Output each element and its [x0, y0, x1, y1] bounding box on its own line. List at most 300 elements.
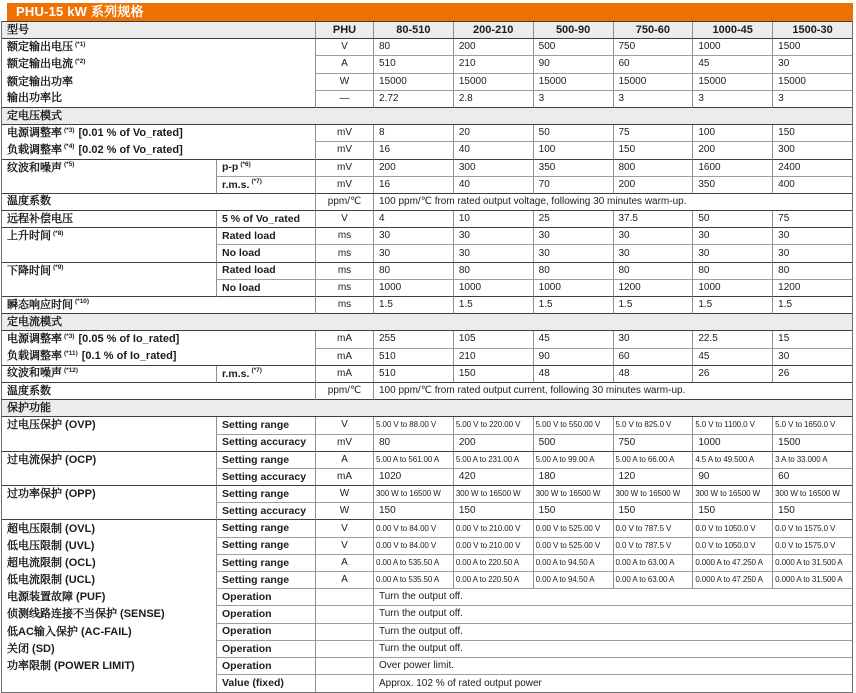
value-cell: 200: [453, 435, 533, 452]
value-cell: 180: [533, 469, 613, 486]
value-cell: 150: [373, 503, 453, 520]
param-cell: [2, 624, 216, 641]
param-cell: [2, 503, 216, 520]
value-cell: 750: [613, 39, 693, 56]
spec-row: [2, 641, 852, 658]
value-cell: 300 W to 16500 W: [533, 486, 613, 503]
value-cell: 0.0 V to 1050.0 V: [692, 520, 772, 537]
value-cell: 1000: [692, 280, 772, 297]
subparam-cell: [216, 452, 315, 469]
spec-row: [2, 74, 852, 91]
param-cell: 上升时间 $^{(*8)}$: [7, 229, 64, 243]
param-cell: [2, 486, 216, 503]
unit-cell: mV: [315, 125, 373, 142]
value-cell: 1.5: [772, 297, 852, 314]
value-cell: 15000: [613, 74, 693, 91]
value-cell: 20: [453, 125, 533, 142]
value-cell: 1.5: [453, 297, 533, 314]
subparam-label: Operation: [222, 642, 272, 655]
spec-row: [2, 555, 852, 572]
subparam-cell: [216, 486, 315, 503]
value-cell: 150: [613, 142, 693, 159]
value-cell: 1500: [772, 39, 852, 56]
unit-cell: ms: [315, 245, 373, 262]
value-cell: 0.00 V to 210.00 V: [453, 538, 533, 555]
value-cell: 400: [772, 177, 852, 194]
value-span-cell: Turn the output off.: [373, 624, 852, 641]
spec-row: [2, 383, 852, 400]
param-label: 纹波和噪声: [7, 161, 62, 174]
section-header: 保护功能: [2, 400, 852, 417]
subparam-label: Setting accuracy: [222, 505, 307, 518]
param-cell: 下降时间 $^{(*9)}$: [7, 264, 64, 277]
value-cell: 350: [692, 177, 772, 194]
subparam-cell: [216, 658, 315, 675]
value-cell: 30: [692, 228, 772, 245]
value-cell: 90: [533, 56, 613, 73]
value-cell: 150: [453, 366, 533, 383]
value-cell: 300: [772, 142, 852, 159]
spec-row: [2, 280, 852, 297]
value-cell: 60: [613, 56, 693, 73]
param-cell: 纹波和噪声 $^{(*12)}$: [2, 366, 216, 383]
subparam-cell: r.m.s. $^{(*7)}$: [216, 177, 315, 194]
page-title: PHU-15 kW 系列规格: [16, 4, 144, 19]
value-cell: 30: [692, 245, 772, 262]
column-header-1500-30: 1500-30: [772, 22, 852, 39]
value-cell: 15000: [373, 74, 453, 91]
value-cell: 5.00 A to 561.00 A: [373, 452, 453, 469]
value-cell: 210: [453, 56, 533, 73]
subparam-label: 5 % of Vo_rated: [222, 212, 300, 225]
unit-cell: A: [315, 56, 373, 73]
unit-cell: [315, 624, 373, 641]
value-cell: 0.00 A to 94.50 A: [533, 572, 613, 589]
value-cell: 30: [772, 228, 852, 245]
subparam-cell: [216, 263, 315, 280]
value-cell: 0.00 V to 84.00 V: [373, 538, 453, 555]
value-span-cell: Approx. 102 % of rated output power: [373, 675, 852, 692]
spec-row: [2, 297, 852, 314]
value-cell: 5.00 V to 220.00 V: [453, 417, 533, 434]
value-cell: 120: [613, 469, 693, 486]
value-cell: 300 W to 16500 W: [772, 486, 852, 503]
value-cell: 60: [613, 349, 693, 366]
value-span-cell: 100 ppm/℃ from rated output voltage, following 30 minutes warm-up.: [373, 194, 852, 211]
value-cell: 150: [772, 125, 852, 142]
value-cell: 30: [533, 245, 613, 262]
column-header-model: 型号: [2, 22, 315, 39]
value-cell: 4: [373, 211, 453, 228]
subparam-label: Setting range: [222, 573, 290, 586]
param-label: 温度系数: [7, 195, 51, 208]
value-cell: 800: [613, 160, 693, 177]
unit-cell: A: [315, 555, 373, 572]
value-cell: 0.0 V to 1575.0 V: [772, 538, 852, 555]
unit-cell: V: [315, 417, 373, 434]
spec-row: [2, 486, 852, 503]
spec-row: [2, 160, 852, 177]
spec-row: [2, 263, 852, 280]
subparam-label: Operation: [222, 608, 272, 621]
param-cell: [2, 177, 216, 194]
unit-cell: [315, 675, 373, 692]
value-cell: 200: [613, 177, 693, 194]
value-cell: 16: [373, 177, 453, 194]
value-cell: 30: [613, 228, 693, 245]
value-cell: 45: [692, 349, 772, 366]
value-cell: 0.00 A to 63.00 A: [613, 572, 693, 589]
spec-row: [2, 675, 852, 692]
param-cell: [2, 658, 216, 675]
value-cell: 30: [533, 228, 613, 245]
param-label: 低电压限制 (UVL): [7, 539, 95, 552]
param-label: 过电压保护 (OVP): [7, 419, 96, 432]
param-cell: [2, 435, 216, 452]
value-cell: 0.000 A to 47.250 A: [692, 555, 772, 572]
value-cell: 3: [613, 91, 693, 108]
param-label: 额定输出电流: [7, 58, 73, 71]
unit-cell: W: [315, 486, 373, 503]
subparam-cell: [216, 555, 315, 572]
subparam-label: Setting range: [222, 487, 290, 500]
value-cell: 300 W to 16500 W: [373, 486, 453, 503]
value-cell: 22.5: [692, 331, 772, 348]
param-cell: [2, 452, 216, 469]
value-cell: 48: [533, 366, 613, 383]
value-cell: 30: [772, 245, 852, 262]
param-cell: 额定输出电压 $^{(*1)}$: [7, 40, 86, 54]
param-label: 超电流限制 (OCL): [7, 556, 96, 569]
value-span-cell: Turn the output off.: [373, 589, 852, 606]
value-cell: 5.00 A to 231.00 A: [453, 452, 533, 469]
param-label: 过功率保护 (OPP): [7, 488, 96, 501]
subparam-cell: [216, 520, 315, 537]
value-cell: 15000: [533, 74, 613, 91]
value-cell: 510: [373, 366, 453, 383]
param-cell: [2, 520, 216, 537]
value-cell: 1.5: [692, 297, 772, 314]
param-cell: [2, 675, 216, 692]
subparam-label: Operation: [222, 591, 272, 604]
spec-row: [2, 331, 852, 348]
column-header-80-510: 80-510: [373, 22, 453, 39]
param-label: 超电压限制 (OVL): [7, 522, 95, 535]
unit-cell: mV: [315, 177, 373, 194]
spec-row: [2, 435, 852, 452]
param-cell: [2, 194, 315, 211]
subparam-cell: [216, 280, 315, 297]
subparam-cell: [216, 417, 315, 434]
subparam-label: No load: [222, 247, 261, 260]
unit-cell: —: [315, 91, 373, 108]
param-note: [0.1 % of Io_rated]: [81, 350, 177, 363]
value-cell: 80: [453, 263, 533, 280]
value-cell: 5.00 V to 88.00 V: [373, 417, 453, 434]
value-cell: 25: [533, 211, 613, 228]
spec-row: [2, 452, 852, 469]
spec-row: [2, 469, 852, 486]
subparam-label: No load: [222, 281, 261, 294]
value-cell: 30: [453, 228, 533, 245]
param-label: 侦测线路连接不当保护 (SENSE): [7, 608, 165, 621]
unit-cell: [315, 589, 373, 606]
unit-cell: mV: [315, 160, 373, 177]
param-label: 过电流保护 (OCP): [7, 453, 97, 466]
unit-cell: [315, 641, 373, 658]
subparam-cell: [216, 435, 315, 452]
value-cell: 26: [692, 366, 772, 383]
subparam-cell: [216, 469, 315, 486]
unit-cell: V: [315, 39, 373, 56]
unit-cell: mA: [315, 349, 373, 366]
value-cell: 1.5: [373, 297, 453, 314]
value-cell: 16: [373, 142, 453, 159]
param-label: 远程补偿电压: [7, 212, 73, 225]
subparam-cell: [216, 245, 315, 262]
param-cell: 电源调整率 $^{(*3)}$ [0.01 % of Vo_rated]: [7, 126, 183, 140]
value-cell: 45: [692, 56, 772, 73]
value-cell: 100: [533, 142, 613, 159]
param-cell: [2, 74, 315, 91]
value-cell: 350: [533, 160, 613, 177]
param-label: 关闭 (SD): [7, 642, 55, 655]
param-label: 功率限制 (POWER LIMIT): [7, 660, 135, 673]
value-cell: 1.5: [533, 297, 613, 314]
unit-cell: W: [315, 503, 373, 520]
value-cell: 3: [533, 91, 613, 108]
subparam-label: Rated load: [222, 230, 276, 243]
value-cell: 48: [613, 366, 693, 383]
param-label: 电源调整率: [7, 333, 62, 346]
value-cell: 80: [772, 263, 852, 280]
param-note: [0.01 % of Vo_rated]: [78, 127, 183, 140]
value-cell: 150: [453, 503, 533, 520]
value-span-cell: Turn the output off.: [373, 641, 852, 658]
column-header-200-210: 200-210: [453, 22, 533, 39]
param-label: 下降时间: [7, 264, 51, 277]
value-cell: 30: [613, 331, 693, 348]
value-cell: 75: [772, 211, 852, 228]
value-cell: 300 W to 16500 W: [692, 486, 772, 503]
unit-cell: W: [315, 74, 373, 91]
param-cell: [2, 417, 216, 434]
value-cell: 5.00 V to 550.00 V: [533, 417, 613, 434]
value-cell: 15: [772, 331, 852, 348]
value-cell: 80: [373, 263, 453, 280]
value-cell: 90: [692, 469, 772, 486]
value-cell: 150: [533, 503, 613, 520]
value-cell: 1000: [692, 435, 772, 452]
param-cell: 负载调整率 $^{(*11)}$ [0.1 % of Io_rated]: [2, 349, 315, 366]
value-cell: 1000: [692, 39, 772, 56]
param-cell: 纹波和噪声 $^{(*5)}$: [7, 161, 75, 174]
value-cell: 0.0 V to 1050.0 V: [692, 538, 772, 555]
value-cell: 1.5: [613, 297, 693, 314]
unit-cell: A: [315, 452, 373, 469]
column-header-phu: PHU: [315, 22, 373, 39]
spec-row: [2, 349, 852, 366]
value-cell: 70: [533, 177, 613, 194]
value-cell: 500: [533, 39, 613, 56]
unit-cell: mA: [315, 366, 373, 383]
unit-cell: V: [315, 211, 373, 228]
value-cell: 60: [772, 469, 852, 486]
spec-row: [2, 572, 852, 589]
spec-row: [2, 589, 852, 606]
value-cell: 0.00 V to 525.00 V: [533, 520, 613, 537]
value-cell: 510: [373, 56, 453, 73]
param-cell: [2, 606, 216, 623]
param-label: 电源调整率: [7, 127, 62, 140]
value-cell: 750: [613, 435, 693, 452]
unit-cell: ppm/℃: [315, 194, 373, 211]
value-cell: 200: [373, 160, 453, 177]
param-cell: [2, 245, 216, 262]
value-cell: 1200: [772, 280, 852, 297]
spec-row: [2, 538, 852, 555]
value-cell: 0.00 A to 63.00 A: [613, 555, 693, 572]
param-label: 输出功率比: [7, 92, 62, 105]
value-cell: 300: [453, 160, 533, 177]
subparam-label: p-p: [222, 161, 239, 174]
subparam-label: Setting range: [222, 419, 290, 432]
value-cell: 2.8: [453, 91, 533, 108]
value-cell: 3: [692, 91, 772, 108]
value-cell: 420: [453, 469, 533, 486]
section-row: [2, 108, 852, 125]
spec-row: [2, 417, 852, 434]
value-cell: 3: [772, 91, 852, 108]
value-cell: 200: [453, 39, 533, 56]
value-cell: 1020: [373, 469, 453, 486]
column-header-750-60: 750-60: [613, 22, 693, 39]
spec-row: [2, 366, 852, 383]
value-cell: 30: [772, 56, 852, 73]
unit-cell: ppm/℃: [315, 383, 373, 400]
unit-cell: [315, 658, 373, 675]
param-label: 负载调整率: [7, 350, 62, 363]
unit-cell: mV: [315, 435, 373, 452]
value-cell: 150: [613, 503, 693, 520]
value-cell: 105: [453, 331, 533, 348]
spec-row: [2, 194, 852, 211]
value-cell: 90: [533, 349, 613, 366]
value-cell: 300 W to 16500 W: [453, 486, 533, 503]
param-cell: [2, 641, 216, 658]
param-cell: 额定输出电流 $^{(*2)}$: [7, 57, 86, 71]
value-cell: 0.00 A to 220.50 A: [453, 555, 533, 572]
value-cell: 26: [772, 366, 852, 383]
section-header: 定电流模式: [2, 314, 852, 331]
param-cell: 瞬态响应时间 $^{(*10)}$: [2, 297, 315, 314]
value-cell: 510: [373, 349, 453, 366]
spec-row: [2, 245, 852, 262]
value-cell: 0.00 A to 535.50 A: [373, 572, 453, 589]
subparam-cell: r.m.s. $^{(*7)}$: [216, 366, 315, 383]
value-cell: 1000: [533, 280, 613, 297]
param-label: 负载调整率: [7, 143, 62, 156]
value-cell: 40: [453, 142, 533, 159]
value-cell: 30: [613, 245, 693, 262]
subparam-cell: [216, 589, 315, 606]
value-cell: 5.00 A to 99.00 A: [533, 452, 613, 469]
value-cell: 0.00 V to 525.00 V: [533, 538, 613, 555]
subparam-cell: p-p $^{(*6)}$: [216, 160, 315, 177]
value-cell: 40: [453, 177, 533, 194]
param-cell: 负载调整率 $^{(*4)}$ [0.02 % of Vo_rated]: [2, 142, 315, 159]
unit-cell: mA: [315, 331, 373, 348]
subparam-cell: [216, 572, 315, 589]
param-cell: [2, 589, 216, 606]
subparam-label: Setting accuracy: [222, 470, 307, 483]
subparam-label: r.m.s.: [222, 178, 250, 191]
value-cell: 2.72: [373, 91, 453, 108]
param-cell: [2, 91, 315, 108]
value-cell: 30: [373, 245, 453, 262]
param-label: 上升时间: [7, 230, 51, 243]
param-label: 电源装置故障 (PUF): [7, 591, 106, 604]
unit-cell: V: [315, 520, 373, 537]
subparam-label: Setting range: [222, 556, 290, 569]
value-cell: 30: [453, 245, 533, 262]
spec-row: [2, 142, 852, 159]
spec-table: [1, 21, 853, 693]
param-cell: 电源调整率 $^{(*3)}$ [0.05 % of Io_rated]: [7, 332, 180, 346]
value-cell: 0.00 A to 220.50 A: [453, 572, 533, 589]
unit-cell: [315, 606, 373, 623]
spec-row: [2, 39, 852, 56]
value-cell: 0.000 A to 31.500 A: [772, 572, 852, 589]
unit-cell: A: [315, 572, 373, 589]
subparam-cell: [216, 624, 315, 641]
value-cell: 80: [533, 263, 613, 280]
subparam-label: Setting range: [222, 522, 290, 535]
value-cell: 150: [772, 503, 852, 520]
spec-row: [2, 125, 852, 142]
param-cell: [2, 538, 216, 555]
value-cell: 75: [613, 125, 693, 142]
subparam-cell: [216, 228, 315, 245]
value-cell: 5.0 V to 825.0 V: [613, 417, 693, 434]
title-banner: [7, 3, 853, 21]
value-cell: 0.0 V to 1575.0 V: [772, 520, 852, 537]
subparam-label: Operation: [222, 625, 272, 638]
value-cell: 0.0 V to 787.5 V: [613, 538, 693, 555]
value-cell: 15000: [453, 74, 533, 91]
section-row: [2, 314, 852, 331]
value-cell: 50: [533, 125, 613, 142]
param-cell: [2, 383, 315, 400]
subparam-label: Setting range: [222, 539, 290, 552]
value-cell: 0.00 A to 94.50 A: [533, 555, 613, 572]
spec-row: [2, 56, 852, 73]
param-cell: [2, 572, 216, 589]
value-cell: 4.5 A to 49.500 A: [692, 452, 772, 469]
param-label: 额定输出电压: [7, 41, 73, 54]
param-cell: [2, 555, 216, 572]
param-label: 额定输出功率: [7, 75, 73, 88]
value-cell: 300 W to 16500 W: [613, 486, 693, 503]
value-cell: 5.0 V to 1650.0 V: [772, 417, 852, 434]
value-cell: 80: [373, 39, 453, 56]
subparam-cell: [216, 503, 315, 520]
value-cell: 0.00 V to 84.00 V: [373, 520, 453, 537]
column-header-500-90: 500-90: [533, 22, 613, 39]
value-cell: 0.00 V to 210.00 V: [453, 520, 533, 537]
unit-cell: ms: [315, 280, 373, 297]
value-cell: 50: [692, 211, 772, 228]
